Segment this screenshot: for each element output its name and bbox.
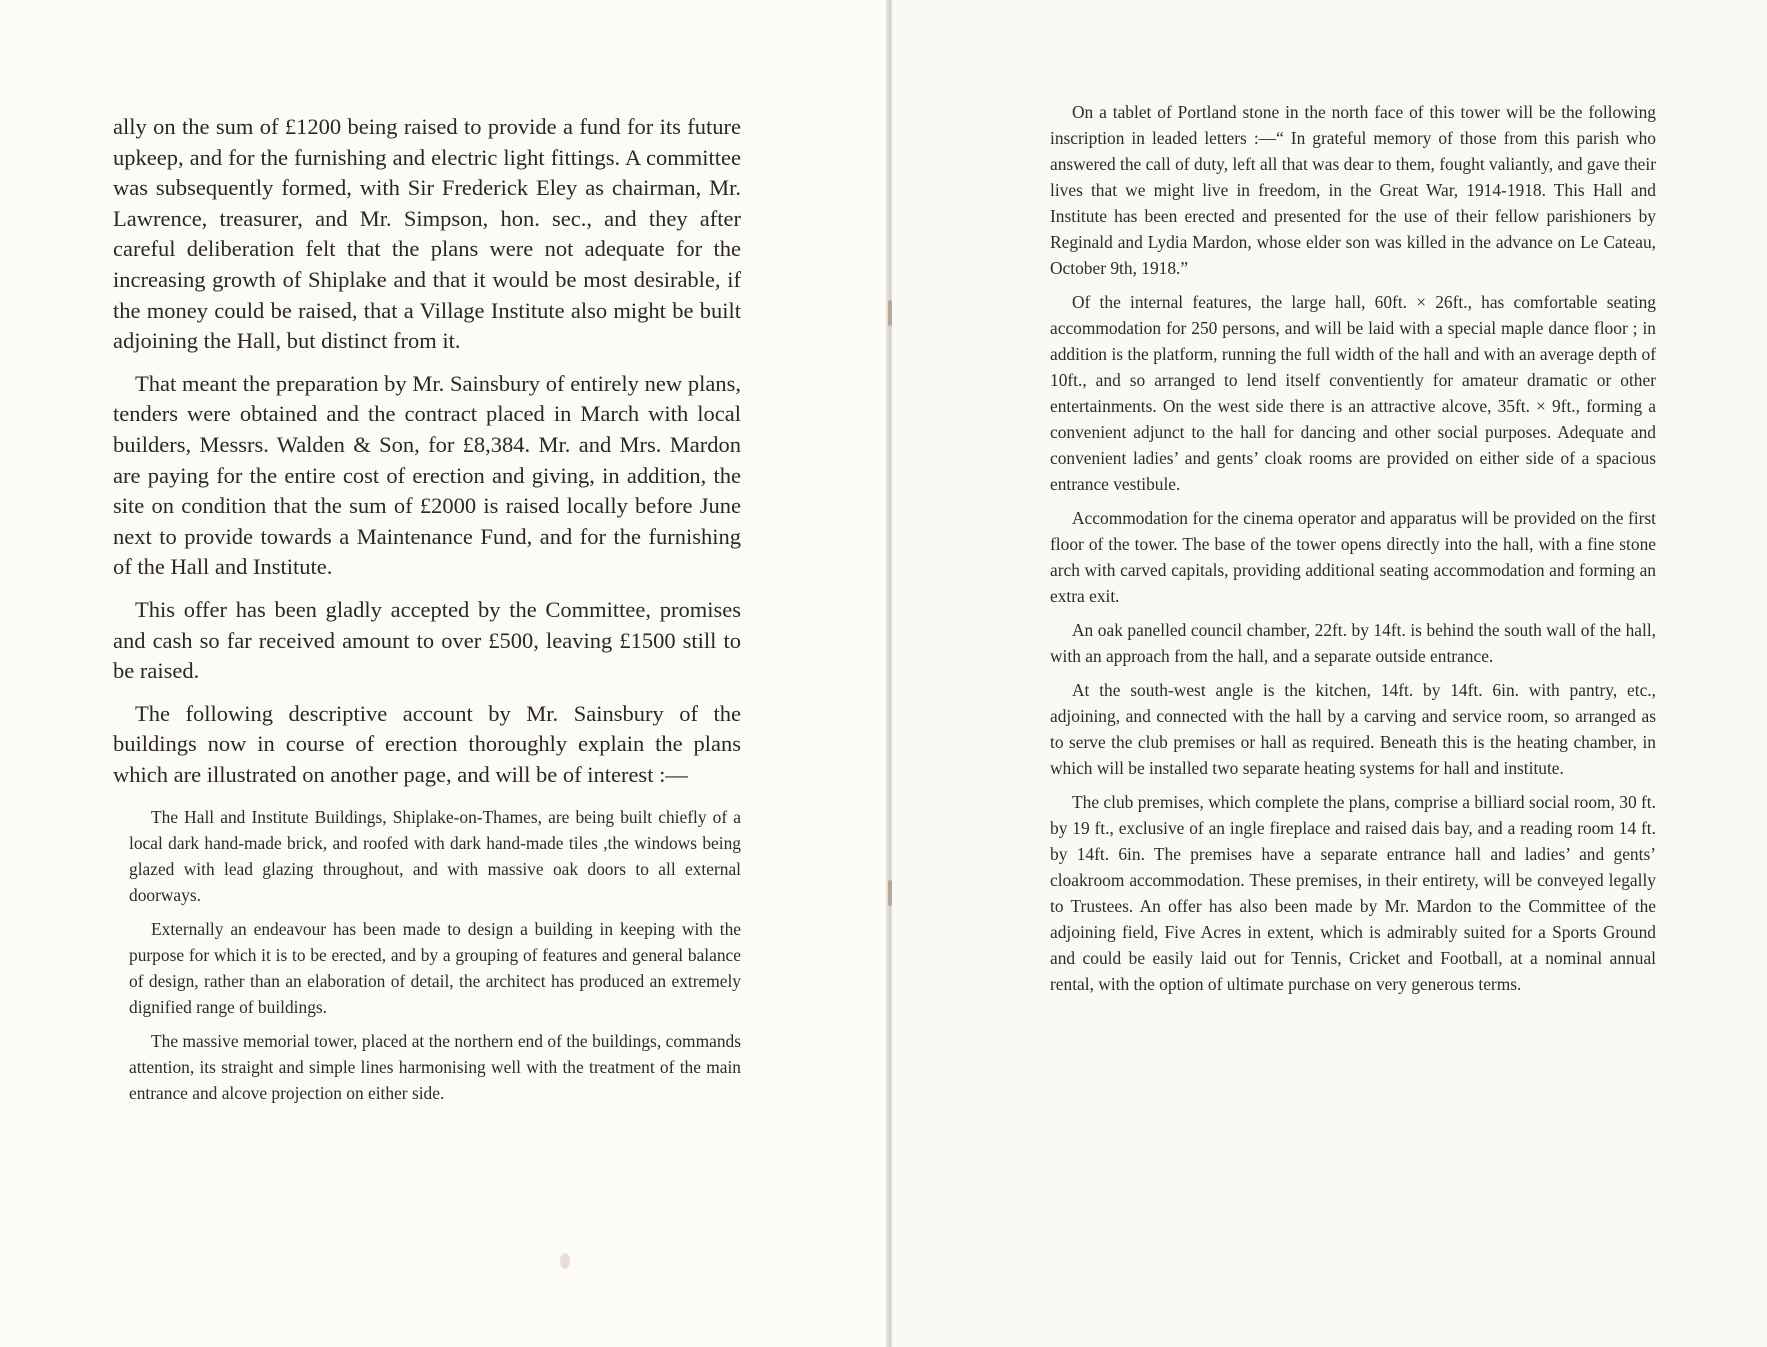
right-paragraph: Accommodation for the cinema operator and apparatus will be provided on the first floor of the tower. The base of the tower opens directly into the hall, with a fine stone arch with carved capitals, providing additional seating accommodation and forming an extra exit. (1050, 508, 1656, 606)
right-paragraph: At the south-west angle is the kitchen, 14ft. by 14ft. 6in. with pantry, etc., adjoining, and connected with the hall by a carving and service room, so arranged as to serve the club premises or hall as required. Beneath this is the heating chamber, in which will be installed two separate heating systems for hall and institute. (1050, 680, 1656, 778)
left-paragraph: The following descriptive account by Mr. Sainsbury of the buildings now in course of erection thoroughly explain the plans which are illustrated on another page, and will be of interest :— (113, 700, 741, 787)
right-paragraph: On a tablet of Portland stone in the north face of this tower will be the following inscription in leaded letters :—“ In grateful memory of those from this parish who answered the call of duty, left all that was dear to them, fought valiantly, and gave their lives that we might live in freedom, in the Great War, 1914-1918. This Hall and Institute has been erected and presented for the use of their fellow parishioners by Reginald and Lydia Mardon, whose elder son was killed in the advance on Le Cateau, October 9th, 1918.” (1050, 102, 1656, 278)
right-paragraph: An oak panelled council chamber, 22ft. by 14ft. is behind the south wall of the hall, with an approach from the hall, and a separate outside entrance. (1050, 620, 1656, 666)
quoted-description: The Hall and Institute Buildings, Shiplake-on-Thames, are being built chiefly of a local dark hand-made brick, and roofed with dark hand-made tiles ,the windows being glazed with lead glazing throughout, and with massive oak doors to all external doorways. (129, 807, 741, 906)
quoted-description: Externally an endeavour has been made to design a building in keeping with the purpose for which it is to be erected, and by a grouping of features and general balance of design, rather than an elaboration of detail, the architect has produced an extremely dignified range of buildings. (129, 919, 741, 1018)
left-paragraph: This offer has been gladly accepted by the Committee, promises and cash so far received amount to over £500, leaving £1500 still to be raised. (113, 596, 741, 684)
right-paragraph: Of the internal features, the large hall, 60ft. × 26ft., has comfortable seating accommodation for 250 persons, and will be laid with a special maple dance floor ; in addition is the platform, running the full width of the hall and with an average depth of 10ft., and so arranged to lend itself conventiently for amateur dramatic or other entertainments. On the west side there is an attractive alcove, 35ft. × 9ft., forming a convenient adjunct to the hall for dancing and other social purposes. Adequate and convenient ladies’ and gents’ cloak rooms are provided on either side of a spacious entrance vestibule. (1050, 292, 1656, 494)
right-page (892, 0, 1767, 1347)
left-paragraph: That meant the preparation by Mr. Sainsbury of entirely new plans, tenders were obtained and the contract placed in March with local builders, Messrs. Walden & Son, for £8,384. Mr. and Mrs. Mardon are paying for the entire cost of erection and giving, in addition, the site on condition that the sum of £2000 is raised locally before June next to provide towards a Maintenance Fund, and for the furnishing of the Hall and Institute. (113, 370, 741, 580)
quoted-description: The massive memorial tower, placed at the northern end of the buildings, commands attention, its straight and simple lines harmonising well with the treatment of the main entrance and alcove projection on either side. (129, 1031, 741, 1104)
right-text-column (1050, 99, 1656, 1005)
right-paragraph: The club premises, which complete the plans, comprise a billiard social room, 30 ft. by 19 ft., exclusive of an ingle fireplace and raised dais bay, and a reading room 14 ft. by 14ft. 6in. The premises have a separate entrance hall and ladies’ and gents’ cloakroom accommodation. These premises, in their entirety, will be conveyed legally to Trustees. An offer has also been made by Mr. Mardon to the Committee of the adjoining field, Five Acres in extent, which is admirably suited for a Sports Ground and could be easily laid out for Tennis, Cricket and Football, at a nominal annual rental, with the option of ultimate purchase on very generous terms. (1050, 792, 1656, 994)
left-paragraph: ally on the sum of £1200 being raised to provide a fund for its future upkeep, and for the furnishing and electric light fittings. A committee was subsequently formed, with Sir Frederick Eley as chairman, Mr. Lawrence, treasurer, and Mr. Simpson, hon. sec., and they after careful deliberation felt that the plans were not adequate for the increasing growth of Shiplake and that it would be most desirable, if the money could be raised, that a Village Institute also might be built adjoining the Hall, but distinct from it. (113, 114, 741, 354)
left-text-column (113, 112, 741, 1114)
paper-speck (560, 1253, 570, 1269)
